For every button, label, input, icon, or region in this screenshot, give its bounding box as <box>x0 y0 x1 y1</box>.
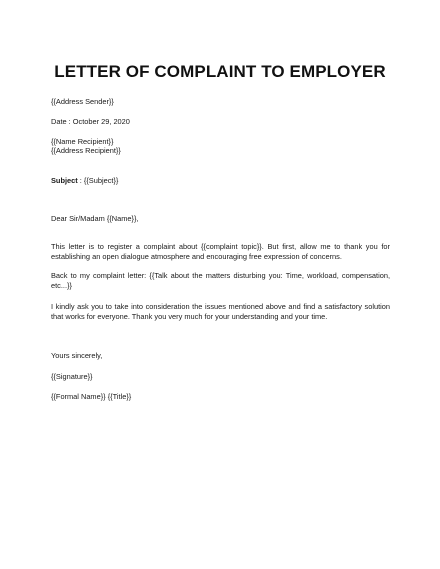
paragraph-intro <box>51 242 390 263</box>
signature: {{Signature}} <box>51 372 93 381</box>
paragraph-line: This letter is to register a complaint about {{complaint topic}}. But first, allow me to thank you for <box>51 242 390 251</box>
closing: Yours sincerely, <box>51 351 103 360</box>
paragraph-line: I kindly ask you to take into consideration the issues mentioned above and find a satisfactory solution <box>51 302 390 311</box>
paragraph-line: Back to my complaint letter: {{Talk about the matters disturbing you: Time, workload, compensation, <box>51 271 390 280</box>
address-recipient: {{Address Recipient}} <box>51 146 121 155</box>
subject-line <box>51 176 118 186</box>
paragraph-line: etc...}} <box>51 281 72 291</box>
paragraph-line: that works for everyone. Thank you very much for your understanding and your time. <box>51 312 328 322</box>
paragraph-request <box>51 302 390 323</box>
letter-date: Date : October 29, 2020 <box>51 117 130 126</box>
subject-value: : {{Subject}} <box>77 176 119 185</box>
address-sender: {{Address Sender}} <box>51 97 114 106</box>
name-recipient: {{Name Recipient}} <box>51 137 114 146</box>
subject-label: Subject <box>51 176 78 185</box>
formal-name: {{Formal Name}} {{Title}} <box>51 392 132 401</box>
paragraph-complaint <box>51 271 390 292</box>
salutation: Dear Sir/Madam {{Name}}, <box>51 214 139 223</box>
letter-title: LETTER OF COMPLAINT TO EMPLOYER <box>54 62 386 81</box>
paragraph-line: establishing an open dialogue atmosphere and encouraging free expression of concerns. <box>51 252 342 262</box>
